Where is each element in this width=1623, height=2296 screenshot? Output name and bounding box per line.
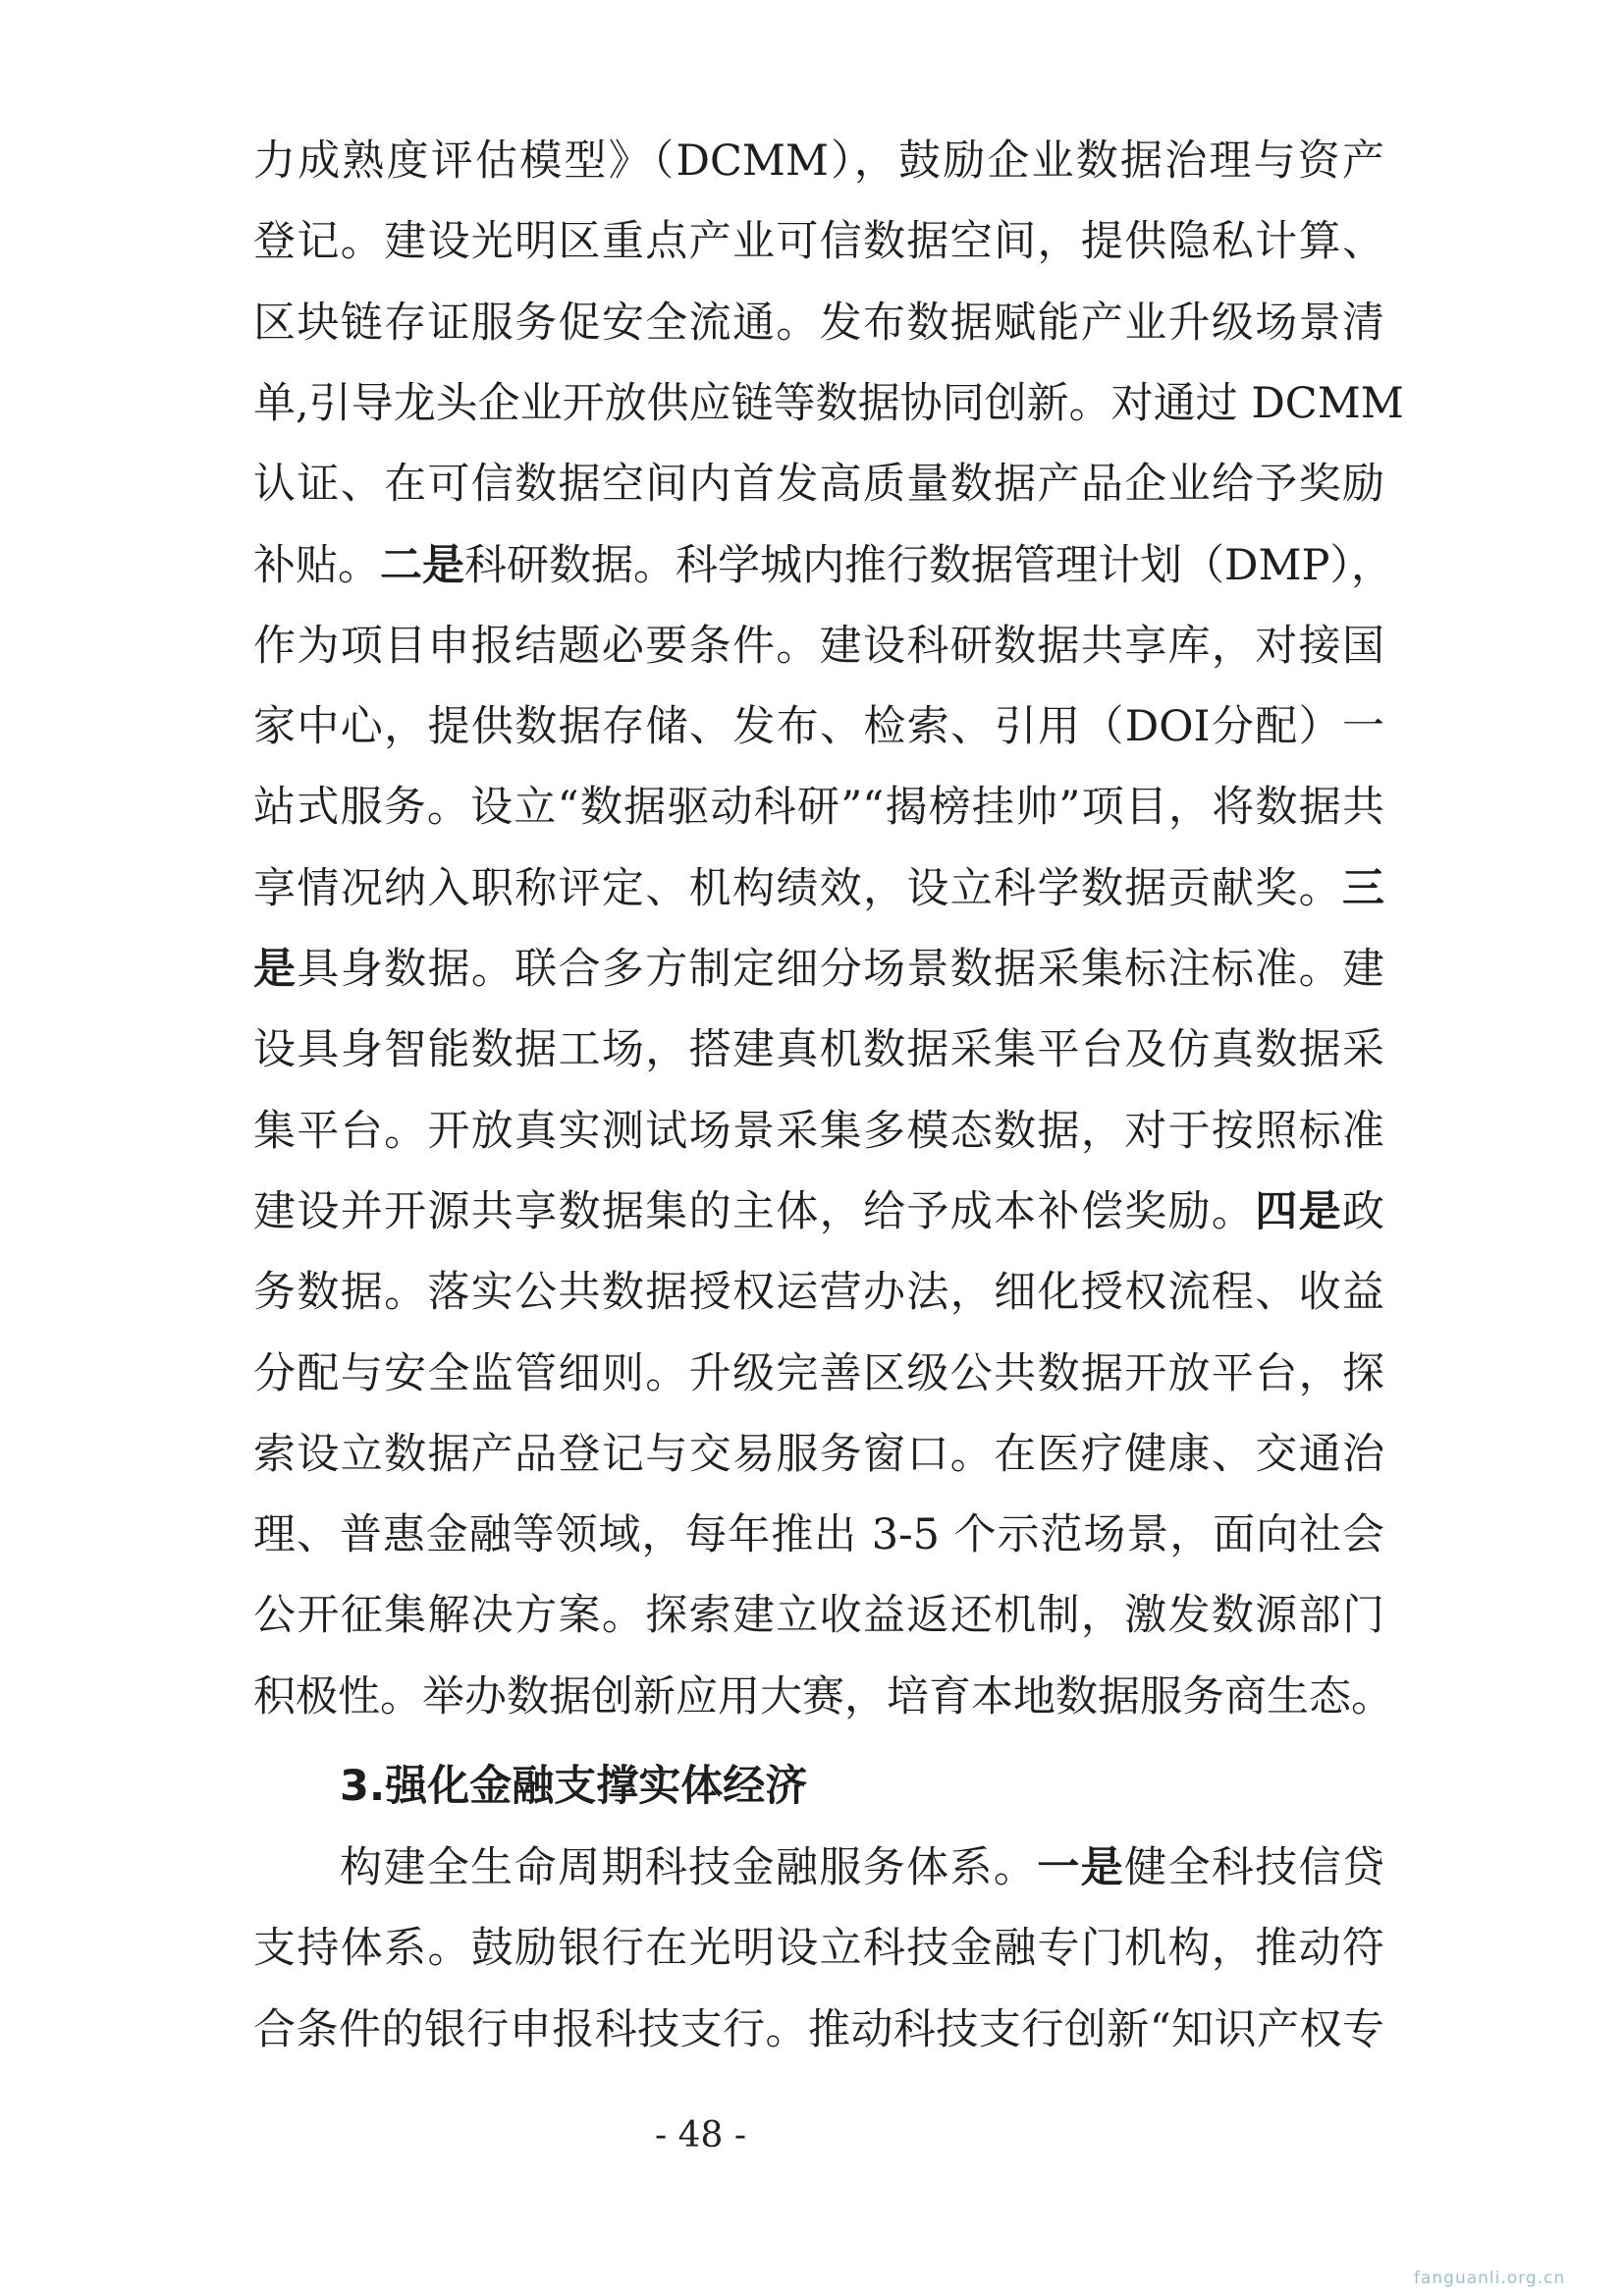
text-line	[253, 1496, 1384, 1574]
text-line	[253, 1991, 1384, 2069]
text-segment: 构建全生命周期科技金融服务体系。	[340, 1843, 1038, 1892]
text-segment: 健全科技信贷	[1124, 1843, 1385, 1892]
text-line	[253, 284, 1384, 362]
text-segment: 务数据。落实公共数据授权运营办法，细化授权流程、收益	[253, 1268, 1384, 1318]
text-line	[253, 1909, 1384, 1988]
bold-text-segment: 三	[1342, 863, 1384, 913]
text-line	[253, 1335, 1384, 1413]
text-line	[253, 526, 1393, 605]
text-segment: 享情况纳入职称评定、机构绩效，设立科学数据贡献奖。	[253, 863, 1342, 913]
text-segment: 作为项目申报结题必要条件。建设科研数据共享库，对接国	[253, 621, 1384, 671]
text-line	[253, 768, 1384, 847]
text-segment: 支持体系。鼓励银行在光明设立科技金融专门机构，推动符	[253, 1924, 1384, 1974]
text-segment: 政	[1342, 1186, 1385, 1236]
text-segment: 索设立数据产品登记与交易服务窗口。在医疗健康、交通治	[253, 1429, 1384, 1479]
watermark: fanguanli.org.cn	[1414, 2269, 1566, 2288]
page-number: - 48 -	[654, 2115, 746, 2156]
text-line	[340, 1829, 1384, 1907]
bold-text-segment: 是	[253, 945, 298, 994]
text-segment: 积极性。举办数据创新应用大赛，培育本地数据服务商生态。	[253, 1671, 1393, 1722]
text-line	[253, 1253, 1384, 1332]
text-line	[253, 607, 1384, 685]
text-line	[253, 1658, 1393, 1736]
text-line	[253, 687, 1384, 766]
text-segment: 区块链存证服务促安全流通。发布数据赋能产业升级场景清	[253, 298, 1384, 348]
text-line	[253, 849, 1384, 928]
text-segment: 力成熟度评估模型》（DCMM），鼓励企业数据治理与资产	[253, 137, 1384, 186]
text-segment: 认证、在可信数据空间内首发高质量数据产品企业给予奖励	[253, 460, 1384, 510]
text-line	[253, 1415, 1384, 1494]
text-segment: 设具身智能数据工场，搭建真机数据采集平台及仿真数据采	[253, 1025, 1384, 1075]
section-heading: 3.强化金融支撑实体经济	[340, 1762, 808, 1811]
text-line	[253, 1011, 1384, 1089]
text-line	[253, 122, 1384, 200]
text-segment: 家中心，提供数据存储、发布、检索、引用（DOI分配）一	[253, 702, 1384, 752]
text-segment: 登记。建设光明区重点产业可信数据空间，提供隐私计算、	[253, 217, 1384, 267]
text-segment: 合条件的银行申报科技支行。推动科技支行创新“知识产权专	[253, 2004, 1384, 2054]
text-segment: 站式服务。设立“数据驱动科研”“揭榜挂帅”项目，将数据共	[253, 783, 1384, 833]
text-line	[253, 1092, 1384, 1171]
text-line	[253, 1173, 1384, 1251]
text-segment: 分配与安全监管细则。升级完善区级公共数据开放平台，探	[253, 1348, 1384, 1398]
text-line	[253, 202, 1384, 281]
text-segment: 集平台。开放真实测试场景采集多模态数据，对于按照标准	[253, 1106, 1384, 1156]
text-segment: 单,引导龙头企业开放供应链等数据协同创新。对通过 DCMM	[253, 378, 1404, 428]
text-line	[253, 445, 1384, 523]
bold-text-segment: 二是	[380, 540, 464, 590]
text-segment: 理、普惠金融等领域，每年推出 3-5 个示范场景，面向社会	[253, 1510, 1384, 1560]
text-line	[253, 364, 1404, 443]
text-segment: 建设并开源共享数据集的主体，给予成本补偿奖励。	[253, 1186, 1256, 1236]
text-line	[253, 930, 1384, 1009]
text-segment: 具身数据。联合多方制定细分场景数据采集标注标准。建	[297, 945, 1385, 994]
text-segment: 补贴。	[253, 540, 380, 590]
text-segment: 公开征集解决方案。探索建立收益返还机制，激发数源部门	[253, 1591, 1384, 1641]
bold-text-segment: 四是	[1255, 1186, 1343, 1236]
text-segment: 科研数据。科学城内推行数据管理计划（DMP），	[464, 540, 1393, 590]
text-line	[253, 1576, 1384, 1655]
bold-text-segment: 一是	[1037, 1843, 1125, 1892]
